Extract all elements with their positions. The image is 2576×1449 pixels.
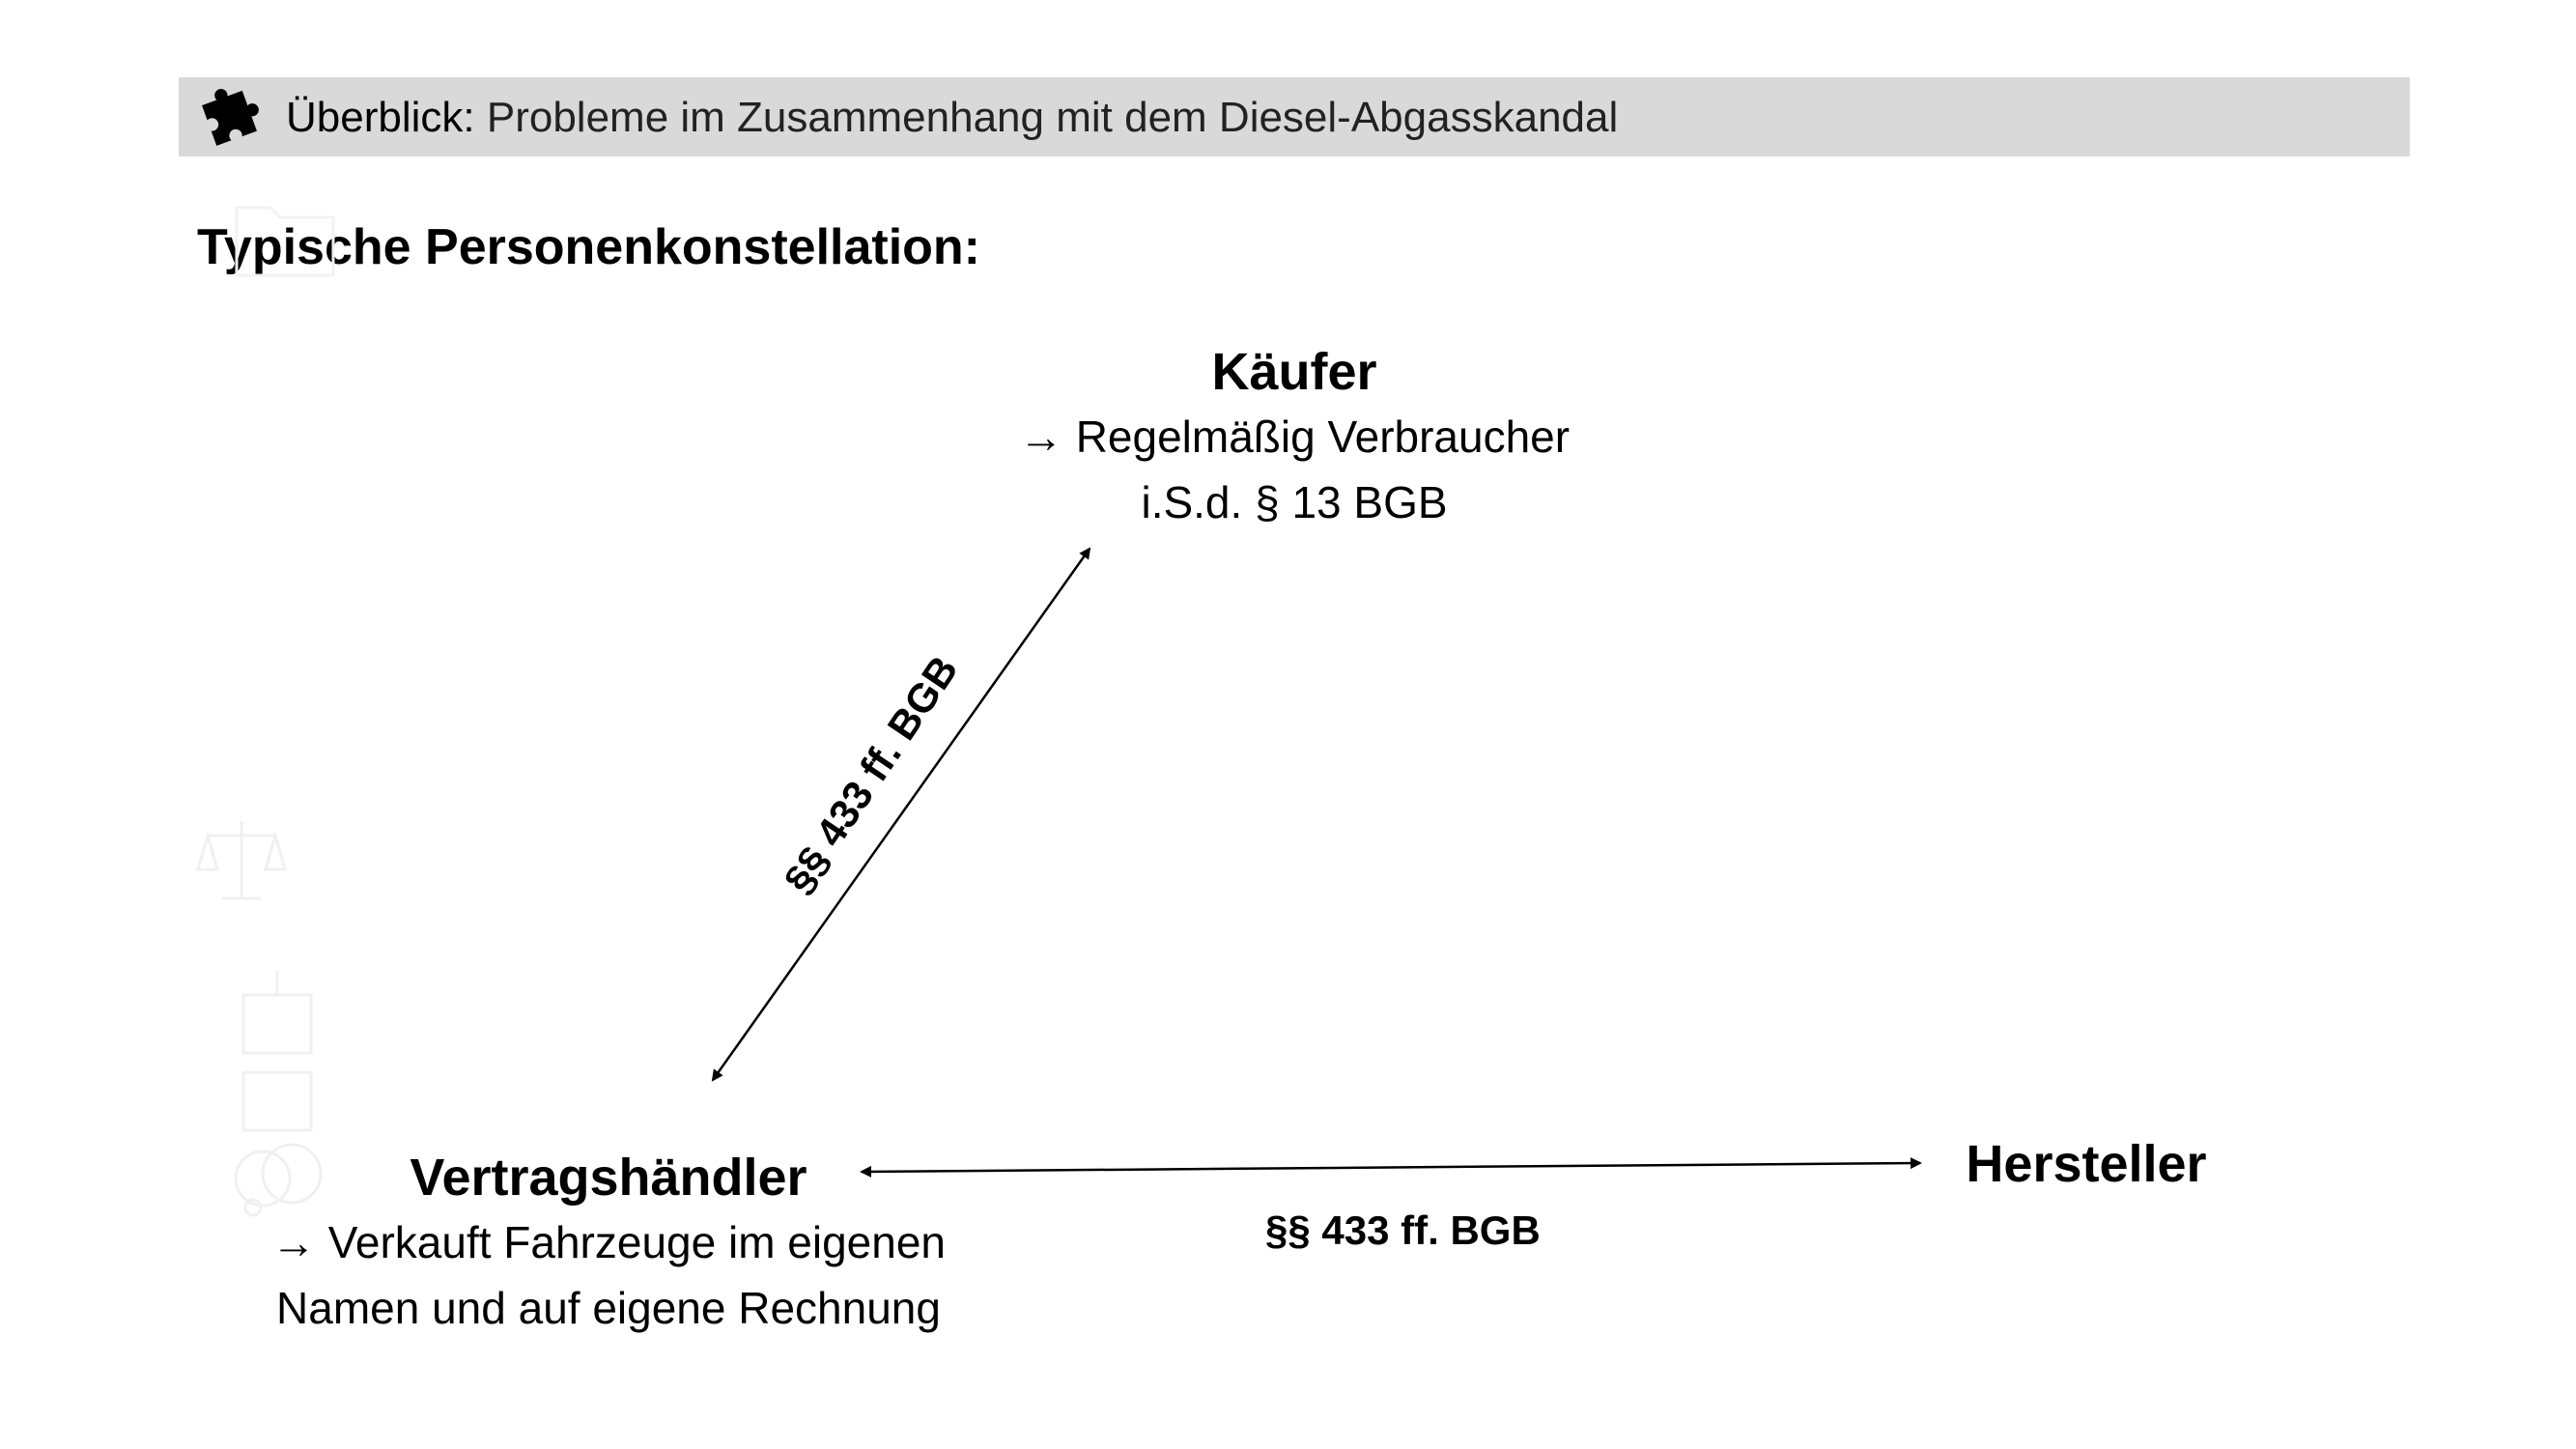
edge-buyer-dealer — [713, 549, 1090, 1080]
section-heading: Typische Personenkonstellation: — [197, 219, 981, 275]
header-title: Probleme im Zusammenhang mit dem Diesel-Abgasskandal — [486, 94, 1619, 141]
buyer-desc-line2: i.S.d. § 13 BGB — [1141, 477, 1448, 527]
buyer-desc-line1: → Regelmäßig Verbraucher — [1018, 412, 1571, 462]
maker-name: Hersteller — [1966, 1135, 2207, 1193]
header-label: Überblick: — [286, 94, 475, 141]
node-dealer — [222, 1146, 995, 1341]
edge-label-buyer-dealer: §§ 433 ff. BGB — [775, 647, 967, 901]
edge-label-dealer-maker: §§ 433 ff. BGB — [1265, 1208, 1541, 1253]
dealer-desc-line2: Namen und auf eigene Rechnung — [276, 1283, 941, 1333]
dealer-desc-line1: → Verkauft Fahrzeuge im eigenen — [270, 1217, 947, 1267]
dealer-name: Vertragshändler — [410, 1149, 807, 1207]
edge-dealer-maker — [862, 1163, 1920, 1172]
node-buyer — [908, 340, 1681, 535]
node-maker — [1893, 1132, 2279, 1196]
buyer-name: Käufer — [1211, 343, 1377, 401]
